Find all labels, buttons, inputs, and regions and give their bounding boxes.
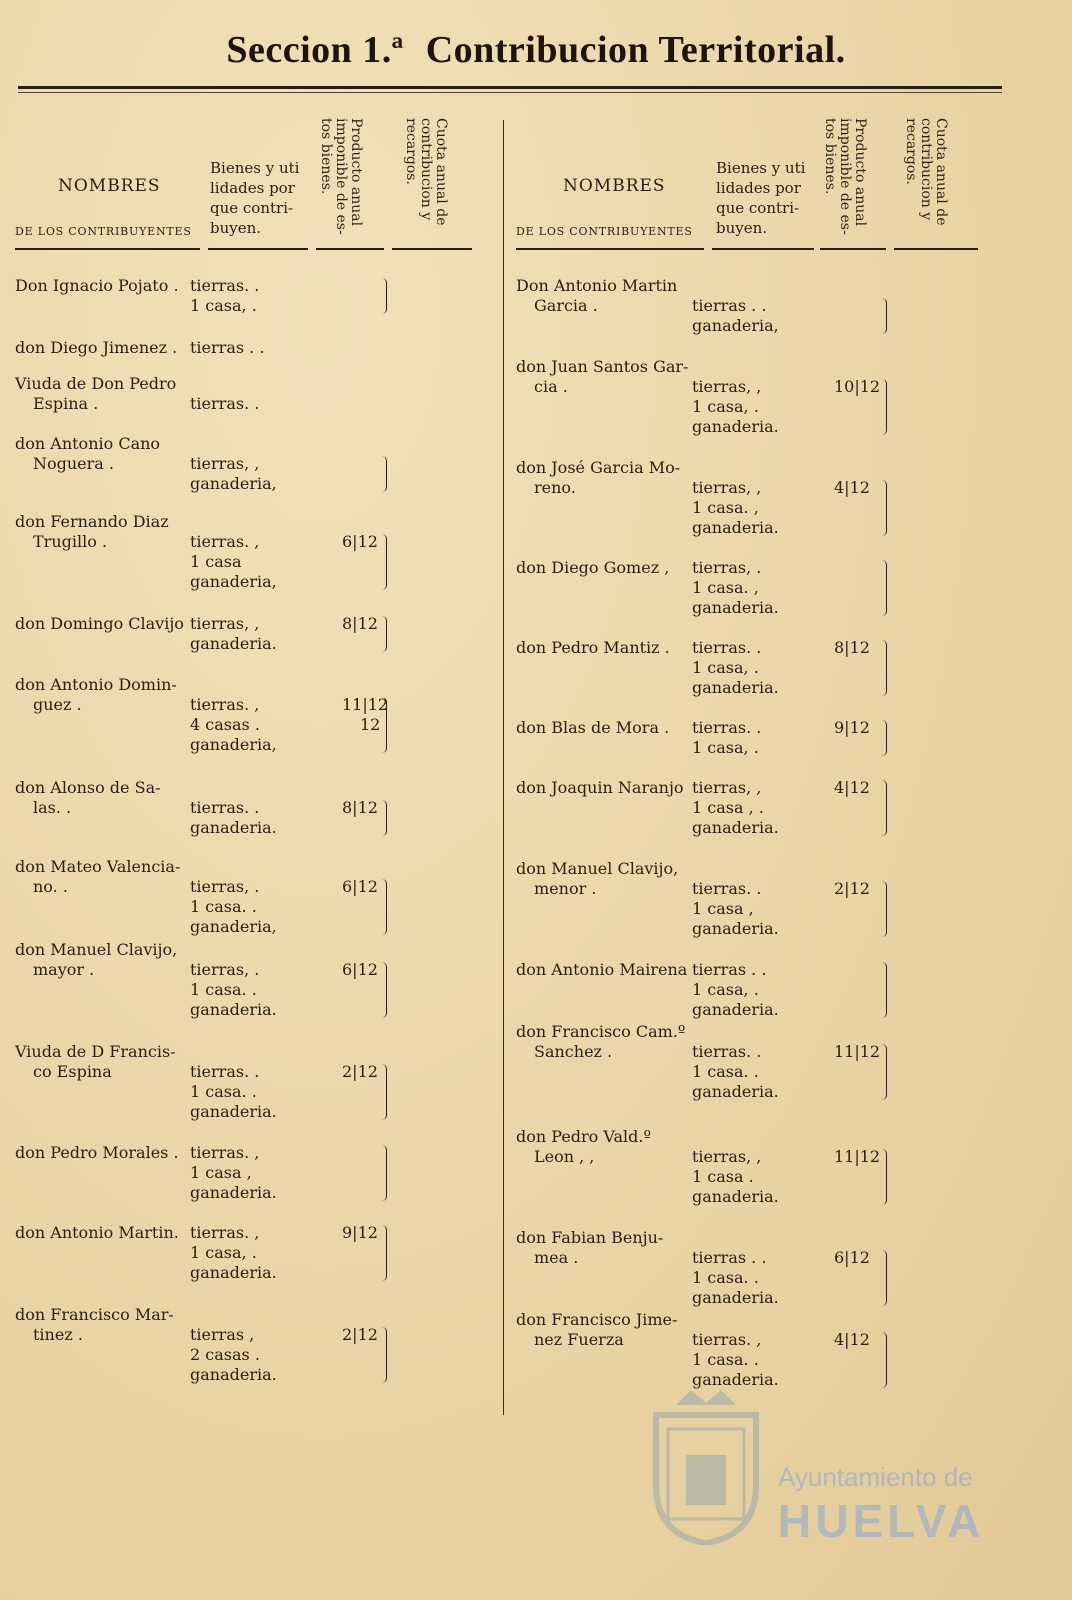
property-type: ganaderia,: [190, 474, 277, 493]
contributor-name: nez Fuerza: [534, 1330, 624, 1349]
property-type: ganaderia.: [692, 818, 779, 837]
property-type: tierras. .: [692, 718, 762, 737]
property-type: tierras, ,: [190, 454, 260, 473]
property-type: tierras. ,: [190, 532, 260, 551]
twelfth-fraction: 9|12: [342, 1223, 378, 1242]
header-bienes-right: Bienes y uti lidades por que contri- buyen.: [716, 159, 806, 237]
contributor-name: don José Garcia Mo-: [516, 458, 681, 477]
contributor-name: Garcia .: [534, 296, 598, 315]
property-type: tierras, ,: [692, 478, 762, 497]
property-type: ganaderia.: [692, 919, 779, 938]
brace: [882, 480, 887, 536]
contributor-name: don Antonio Cano: [15, 434, 161, 453]
brace: [882, 298, 887, 334]
brace: [882, 881, 887, 937]
contributor-name: don Blas de Mora .: [516, 718, 670, 737]
property-type: tierras, .: [692, 558, 762, 577]
twelfth-fraction: 8|12: [342, 614, 378, 633]
property-type: tierras. .: [692, 879, 762, 898]
brace: [882, 962, 887, 1018]
brace: [882, 780, 887, 836]
property-type: ganaderia.: [692, 417, 779, 436]
property-type: tierras. .: [190, 1062, 260, 1081]
contributor-name: mea .: [534, 1248, 579, 1267]
contributor-name: Viuda de Don Pedro: [15, 374, 177, 393]
twelfth-fraction: 4|12: [834, 1330, 870, 1349]
twelfth-fraction: 2|12: [834, 879, 870, 898]
property-type: 1 casa. .: [190, 980, 257, 999]
contributor-name: Don Antonio Martin: [516, 276, 678, 295]
contributor-name: don Domingo Clavijo: [15, 614, 184, 633]
contributor-name: don Antonio Martin.: [15, 1223, 179, 1242]
property-type: ganaderia.: [692, 598, 779, 617]
property-type: 1 casa. .: [692, 1062, 759, 1081]
property-type: tierras . .: [692, 296, 767, 315]
property-type: 1 casa. ,: [692, 498, 759, 517]
twelfth-fraction: 6|12: [342, 532, 378, 551]
property-type: tierras. .: [190, 394, 260, 413]
contributor-name: las. .: [33, 798, 72, 817]
property-type: 1 casa. .: [190, 1082, 257, 1101]
twelfth-fraction: 11|12: [834, 1147, 881, 1166]
twelfth-fraction: 8|12: [834, 638, 870, 657]
contributor-name: don Mateo Valencia-: [15, 857, 181, 876]
contributor-name: don Francisco Jime-: [516, 1310, 678, 1329]
property-type: 1 casa, .: [692, 658, 759, 677]
property-type: 1 casa. .: [692, 1268, 759, 1287]
header-nombres-right: NOMBRES: [563, 176, 666, 196]
property-type: 1 casa. ,: [692, 578, 759, 597]
contributor-name: don Diego Gomez ,: [516, 558, 670, 577]
twelfth-fraction: 11|12: [834, 1042, 881, 1061]
twelfth-fraction: 2|12: [342, 1325, 378, 1344]
property-type: tierras ,: [190, 1325, 255, 1344]
property-type: ganaderia,: [692, 316, 779, 335]
property-type: 1 casa, .: [692, 738, 759, 757]
brace: [382, 879, 387, 935]
contributor-name: mayor .: [33, 960, 95, 979]
property-type: 1 casa, .: [692, 980, 759, 999]
brace: [382, 962, 387, 1018]
contributor-name: don Juan Santos Gar-: [516, 357, 689, 376]
property-type: ganaderia.: [692, 1187, 779, 1206]
twelfth-fraction: 6|12: [834, 1248, 870, 1267]
column-divider: [503, 120, 504, 1415]
property-type: tierras. .: [692, 638, 762, 657]
contributor-name: don Francisco Mar-: [15, 1305, 174, 1324]
property-type: tierras, ,: [190, 614, 260, 633]
brace: [382, 616, 387, 652]
property-type: tierras. ,: [692, 1330, 762, 1349]
shield-icon: [646, 1385, 766, 1545]
property-type: 2 casas .: [190, 1345, 260, 1364]
header-de-los-right: DE LOS CONTRIBUYENTES: [516, 225, 693, 238]
contributor-name: co Espina: [33, 1062, 112, 1081]
property-type: tierras, ,: [692, 1147, 762, 1166]
property-type: 1 casa, .: [190, 1243, 257, 1262]
contributor-name: Viuda de D Francis-: [15, 1042, 176, 1061]
header-producto-right: Producto anual imponible de es- tos bienes.: [822, 118, 868, 235]
property-type: 1 casa ,: [692, 899, 754, 918]
property-type: tierras, .: [190, 960, 260, 979]
property-type: tierras. .: [692, 1042, 762, 1061]
property-type: 4 casas .: [190, 715, 260, 734]
contributor-name: don Manuel Clavijo,: [15, 940, 178, 959]
contributor-name: don Alonso de Sa-: [15, 778, 161, 797]
brace: [382, 1064, 387, 1120]
page-title: [0, 28, 1072, 72]
property-type: ganaderia.: [190, 1183, 277, 1202]
twelfth-fraction: 12: [360, 715, 381, 734]
property-type: tierras . .: [692, 1248, 767, 1267]
twelfth-fraction: 6|12: [342, 960, 378, 979]
property-type: 1 casa, .: [190, 296, 257, 315]
brace: [382, 1225, 387, 1281]
contributor-name: Sanchez .: [534, 1042, 613, 1061]
property-type: ganaderia.: [190, 818, 277, 837]
property-type: ganaderia.: [190, 1102, 277, 1121]
property-type: tierras. ,: [190, 1143, 260, 1162]
brace: [882, 1149, 887, 1205]
watermark-line1: Ayuntamiento de: [778, 1462, 973, 1492]
property-type: tierras . .: [692, 960, 767, 979]
brace: [882, 1332, 887, 1388]
twelfth-fraction: 2|12: [342, 1062, 378, 1081]
property-type: ganaderia.: [692, 1082, 779, 1101]
property-type: tierras. ,: [190, 1223, 260, 1242]
property-type: 1 casa: [190, 552, 242, 571]
contributor-name: menor .: [534, 879, 597, 898]
property-type: tierras, ,: [692, 377, 762, 396]
property-type: 1 casa , .: [692, 798, 764, 817]
brace: [382, 278, 387, 314]
brace: [882, 720, 887, 756]
brace: [882, 640, 887, 696]
watermark-line2: HUELVA: [778, 1495, 985, 1547]
contributor-name: don Pedro Morales .: [15, 1143, 179, 1162]
property-type: ganaderia,: [190, 572, 277, 591]
twelfth-fraction: 10|12: [834, 377, 881, 396]
property-type: 1 casa. .: [190, 897, 257, 916]
contributor-name: don Antonio Domin-: [15, 675, 177, 694]
twelfth-fraction: 4|12: [834, 778, 870, 797]
property-type: ganaderia.: [692, 518, 779, 537]
twelfth-fraction: 6|12: [342, 877, 378, 896]
title-rule-thin: [18, 92, 1002, 93]
property-type: ganaderia.: [190, 1000, 277, 1019]
contributor-name: don Fabian Benju-: [516, 1228, 664, 1247]
header-producto: Producto anual imponible de es- tos bienes.: [318, 118, 364, 235]
property-type: 1 casa ,: [190, 1163, 252, 1182]
contributor-name: Trugillo .: [33, 532, 108, 551]
contributor-name: cia .: [534, 377, 568, 396]
header-de-los: DE LOS CONTRIBUYENTES: [15, 225, 192, 238]
property-type: ganaderia,: [190, 917, 277, 936]
contributor-name: don Pedro Mantiz .: [516, 638, 670, 657]
header-cuota-right: Cuota anual de contribucion y recargos.: [903, 118, 949, 226]
brace: [382, 1327, 387, 1383]
brace: [882, 560, 887, 616]
property-type: tierras, .: [190, 877, 260, 896]
property-type: ganaderia.: [190, 1263, 277, 1282]
contributor-name: no. .: [33, 877, 68, 896]
contributor-name: don Fernando Diaz: [15, 512, 169, 531]
property-type: ganaderia.: [692, 1370, 779, 1389]
property-type: tierras, ,: [692, 778, 762, 797]
property-type: ganaderia.: [190, 634, 277, 653]
section-name: Contribucion Territorial.: [425, 29, 846, 71]
contributor-name: Don Ignacio Pojato .: [15, 276, 179, 295]
contributor-name: Leon , ,: [534, 1147, 595, 1166]
contributor-name: Noguera .: [33, 454, 115, 473]
contributor-name: Espina .: [33, 394, 99, 413]
brace: [382, 800, 387, 836]
property-type: 1 casa. .: [692, 1350, 759, 1369]
brace: [382, 1145, 387, 1201]
contributor-name: don Diego Jimenez .: [15, 338, 178, 357]
brace: [882, 1250, 887, 1306]
twelfth-fraction: 4|12: [834, 478, 870, 497]
header-nombres: NOMBRES: [58, 176, 161, 196]
property-type: ganaderia.: [190, 1365, 277, 1384]
twelfth-fraction: 11|12: [342, 695, 389, 714]
property-type: 1 casa, .: [692, 397, 759, 416]
property-type: tierras. .: [190, 798, 260, 817]
contributor-name: guez .: [33, 695, 82, 714]
contributor-name: reno.: [534, 478, 576, 497]
property-type: tierras. ,: [190, 695, 260, 714]
contributor-name: tinez .: [33, 1325, 83, 1344]
header-cuota: Cuota anual de contribucion y recargos.: [403, 118, 449, 226]
contributor-name: don Francisco Cam.º: [516, 1022, 686, 1041]
contributor-name: don Joaquin Naranjo: [516, 778, 684, 797]
title-rule: [18, 86, 1002, 89]
header-bienes: Bienes y uti lidades por que contri- buyen.: [210, 159, 300, 237]
contributor-name: don Antonio Mairena: [516, 960, 688, 979]
contributor-name: don Pedro Vald.º: [516, 1127, 651, 1146]
section-number: Seccion 1.ª: [226, 29, 404, 71]
brace: [382, 697, 387, 753]
twelfth-fraction: 9|12: [834, 718, 870, 737]
contributor-name: don Manuel Clavijo,: [516, 859, 679, 878]
property-type: tierras . .: [190, 338, 265, 357]
brace: [882, 379, 887, 435]
brace: [382, 456, 387, 492]
brace: [882, 1044, 887, 1100]
property-type: ganaderia,: [190, 735, 277, 754]
property-type: ganaderia.: [692, 1000, 779, 1019]
brace: [382, 534, 387, 590]
property-type: ganaderia.: [692, 678, 779, 697]
property-type: 1 casa .: [692, 1167, 754, 1186]
property-type: ganaderia.: [692, 1288, 779, 1307]
twelfth-fraction: 8|12: [342, 798, 378, 817]
property-type: tierras. .: [190, 276, 260, 295]
